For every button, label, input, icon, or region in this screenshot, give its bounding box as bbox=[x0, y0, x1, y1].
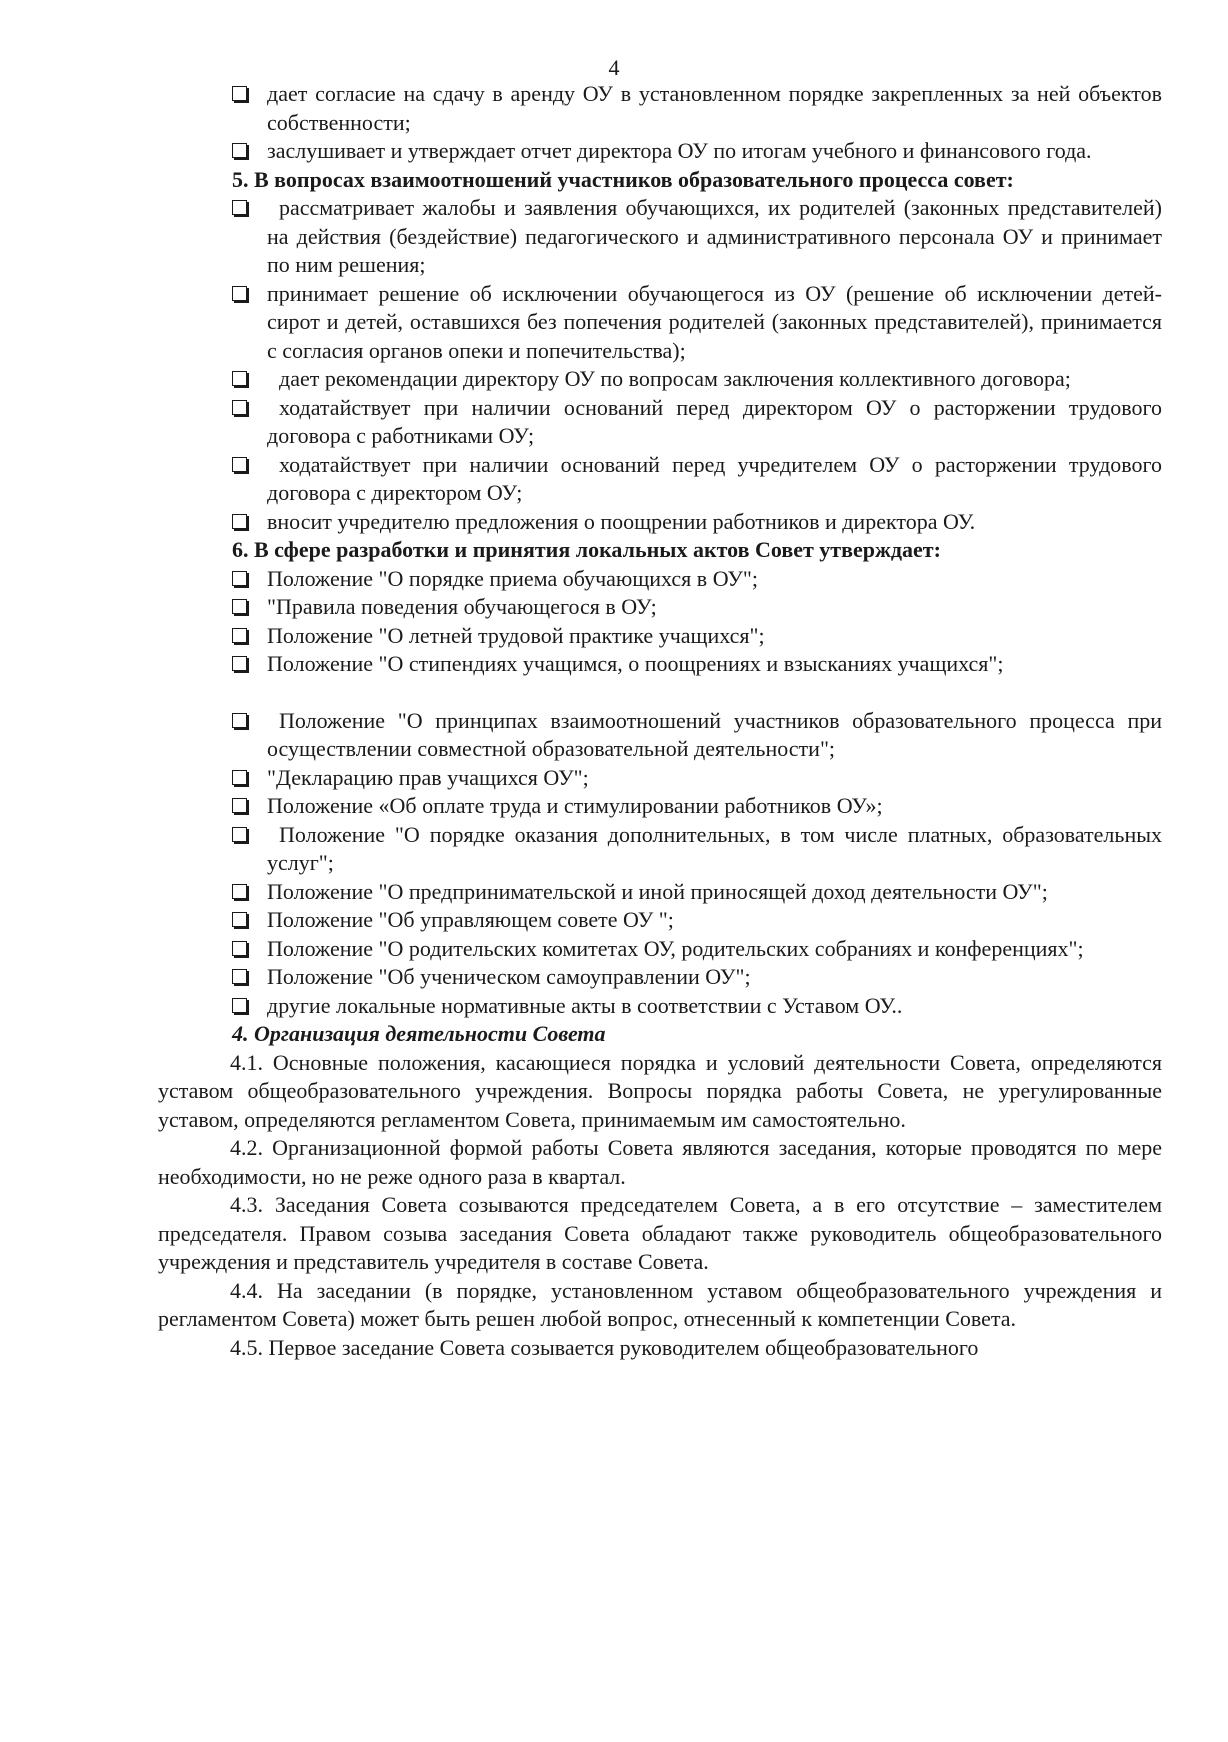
list-item: другие локальные нормативные акты в соответствии с Уставом ОУ.. bbox=[158, 992, 1162, 1021]
list-item: ходатайствует при наличии оснований перед директором ОУ о расторжении трудового договора с работниками ОУ; bbox=[158, 394, 1162, 451]
section-5-heading: 5. В вопросах взаимоотношений участников образовательного процесса совет: bbox=[232, 166, 1014, 192]
list-item: Положение "Об ученическом самоуправлении ОУ"; bbox=[158, 963, 1162, 992]
list-item: вносит учредителю предложения о поощрении работников и директора ОУ. bbox=[158, 508, 1162, 537]
section-6-list-a bbox=[158, 565, 1162, 679]
list-item: ходатайствует при наличии оснований перед учредителем ОУ о расторжении трудового договора с директором ОУ; bbox=[158, 451, 1162, 508]
checkbox-bullet-icon bbox=[232, 770, 247, 785]
section-4-heading: 4. Организация деятельности Совета bbox=[232, 1021, 606, 1046]
checkbox-bullet-icon bbox=[232, 571, 247, 586]
section-4-body bbox=[158, 1049, 1162, 1363]
list-item: рассматривает жалобы и заявления обучающихся, их родителей (законных представителей) на действия (бездействие) педагогического и административного персонала ОУ и принимает по ним решения; bbox=[158, 194, 1162, 280]
top-bullet-list bbox=[158, 80, 1162, 166]
checkbox-bullet-icon bbox=[232, 286, 247, 301]
list-item: принимает решение об исключении обучающегося из ОУ (решение об исключении детей-сирот и детей, оставшихся без попечения родителей (законных представителей), принимается с согласия органов опеки и попечительства); bbox=[158, 280, 1162, 366]
list-item: Положение "О порядке оказания дополнительных, в том числе платных, образовательных услуг"; bbox=[158, 821, 1162, 878]
paragraph: 4.4. На заседании (в порядке, установленном уставом общеобразовательного учреждения и регламентом Совета) может быть решен любой вопрос, отнесенный к компетенции Совета. bbox=[158, 1277, 1162, 1331]
list-item: Положение "О принципах взаимоотношений участников образовательного процесса при осуществлении совместной образовательной деятельности"; bbox=[158, 707, 1162, 764]
checkbox-bullet-icon bbox=[232, 912, 247, 927]
list-item: "Правила поведения обучающегося в ОУ; bbox=[158, 593, 1162, 622]
paragraph: 4.5. Первое заседание Совета созывается руководителем общеобразовательного bbox=[230, 1334, 979, 1360]
list-item: Положение «Об оплате труда и стимулировании работников ОУ»; bbox=[158, 792, 1162, 821]
paragraph: 4.2. Организационной формой работы Совета являются заседания, которые проводятся по мере необходимости, но не реже одного раза в квартал. bbox=[158, 1135, 1162, 1189]
blank-line bbox=[158, 679, 1162, 707]
page-number: 4 bbox=[608, 55, 620, 80]
checkbox-bullet-icon bbox=[232, 713, 247, 728]
checkbox-bullet-icon bbox=[232, 457, 247, 472]
checkbox-bullet-icon bbox=[232, 827, 247, 842]
checkbox-bullet-icon bbox=[232, 200, 247, 215]
checkbox-bullet-icon bbox=[232, 798, 247, 813]
list-item: заслушивает и утверждает отчет директора ОУ по итогам учебного и финансового года. bbox=[158, 137, 1162, 166]
section-6-heading: 6. В сфере разработки и принятия локальных актов Совет утверждает: bbox=[232, 537, 941, 562]
checkbox-bullet-icon bbox=[232, 514, 247, 529]
paragraph: 4.3. Заседания Совета созываются председателем Совета, а в его отсутствие – заместителем председателя. Правом созыва заседания Совета обладают также руководитель общеобразовательного учреждения и представитель учредителя в составе Совета. bbox=[158, 1192, 1162, 1274]
checkbox-bullet-icon bbox=[232, 656, 247, 671]
list-item: Положение "О летней трудовой практике учащихся"; bbox=[158, 622, 1162, 651]
checkbox-bullet-icon bbox=[232, 884, 247, 899]
checkbox-bullet-icon bbox=[232, 998, 247, 1013]
checkbox-bullet-icon bbox=[232, 628, 247, 643]
list-item: Положение "О предпринимательской и иной приносящей доход деятельности ОУ"; bbox=[158, 878, 1162, 907]
checkbox-bullet-icon bbox=[232, 599, 247, 614]
paragraph: 4.1. Основные положения, касающиеся порядка и условий деятельности Совета, определяются уставом общеобразовательного учреждения. Вопросы порядка работы Совета, не урегулированные уставом, определяются регламентом Совета, принимаемым им самостоятельно. bbox=[158, 1049, 1162, 1132]
document-body bbox=[158, 80, 1162, 1362]
list-item: Положение "О стипендиях учащимся, о поощрениях и взысканиях учащихся"; bbox=[158, 650, 1162, 679]
section-5-list bbox=[158, 194, 1162, 536]
list-item: Положение "О порядке приема обучающихся в ОУ"; bbox=[158, 565, 1162, 594]
list-item: "Декларацию прав учащихся ОУ"; bbox=[158, 764, 1162, 793]
checkbox-bullet-icon bbox=[232, 86, 247, 101]
checkbox-bullet-icon bbox=[232, 400, 247, 415]
section-6-list-b bbox=[158, 707, 1162, 1021]
checkbox-bullet-icon bbox=[232, 143, 247, 158]
checkbox-bullet-icon bbox=[232, 969, 247, 984]
list-item: дает рекомендации директору ОУ по вопросам заключения коллективного договора; bbox=[158, 365, 1162, 394]
list-item: Положение "О родительских комитетах ОУ, родительских собраниях и конференциях"; bbox=[158, 935, 1162, 964]
list-item: дает согласие на сдачу в аренду ОУ в установленном порядке закрепленных за ней объектов собственности; bbox=[158, 80, 1162, 137]
checkbox-bullet-icon bbox=[232, 941, 247, 956]
checkbox-bullet-icon bbox=[232, 371, 247, 386]
list-item: Положение "Об управляющем совете ОУ "; bbox=[158, 906, 1162, 935]
